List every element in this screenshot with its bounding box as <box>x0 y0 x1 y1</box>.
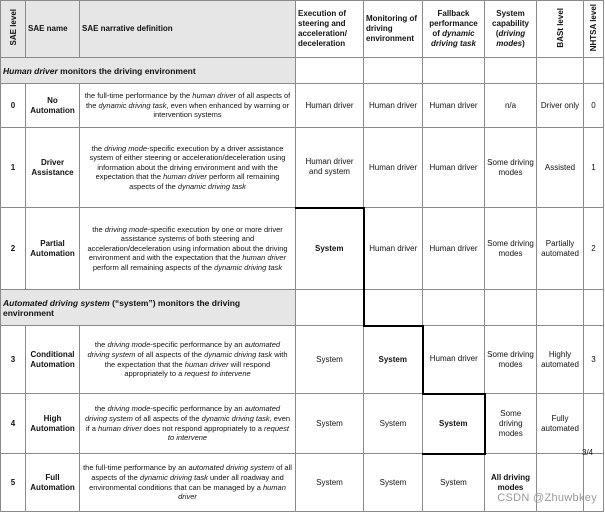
row-monitoring: Human driver <box>364 208 423 290</box>
row-monitoring: System <box>364 326 423 394</box>
header-system-capability: System capability (driving modes) <box>485 1 537 58</box>
row-bast: Assisted <box>537 128 584 208</box>
definition-segment: automated driving system <box>87 340 281 359</box>
definition-segment: dynamic driving task <box>204 349 273 359</box>
header-monitoring: Monitoring of driving environment <box>364 1 423 58</box>
header-bast-level: BASt level <box>537 1 584 58</box>
row-monitoring: Human driver <box>364 84 423 128</box>
definition-segment: , even when enhanced by warning or intervention systems <box>153 100 290 120</box>
row-bast: Fully automated <box>537 394 584 454</box>
row-monitoring: System <box>364 394 423 454</box>
definition-segment: driving mode <box>104 224 148 234</box>
section-human-monitors: Human driver monitors the driving environment <box>1 58 296 84</box>
row-definition <box>80 394 296 454</box>
row-execution: System <box>296 326 364 394</box>
definition-segment: will respond appropriately to a <box>124 359 271 379</box>
table-row <box>1 394 604 454</box>
definition-segment: dynamic driving task <box>139 472 208 482</box>
header-sae-level: SAE level <box>1 1 26 58</box>
header-execution: Execution of steering and acceleration/ deceleration <box>296 1 364 58</box>
definition-segment: human driver <box>242 253 287 263</box>
definition-segment: -specific performance by an <box>150 404 245 414</box>
definition-segment: dynamic driving task <box>98 100 167 110</box>
definition-segment: under all roadway and environmental conditions that can be managed by a <box>89 472 284 492</box>
definition-segment: of all aspects of the <box>132 413 202 423</box>
row-execution: System <box>296 208 364 290</box>
row-fallback: Human driver <box>423 208 485 290</box>
row-nhtsa: 2 <box>584 208 604 290</box>
definition-segment: , even if a <box>85 413 291 433</box>
definition-segment: human driver <box>192 91 237 101</box>
definition-segment: -specific performance by an <box>150 340 245 350</box>
row-nhtsa: 1 <box>584 128 604 208</box>
row-level: 5 <box>1 454 26 512</box>
definition-segment: with the expectation that the <box>104 349 288 369</box>
watermark: CSDN @Zhuwbkey <box>497 492 597 504</box>
row-nhtsa: 0 <box>584 84 604 128</box>
definition-segment: of all aspects of the <box>135 349 205 359</box>
row-name: Conditional Automation <box>26 326 80 394</box>
row-capability: Some driving modes <box>485 208 537 290</box>
definition-segment: the full-time performance by an <box>83 463 189 473</box>
definition-segment: automated driving system <box>188 463 274 473</box>
section-row <box>1 58 604 84</box>
nhtsa-level-3-4: 3/4 <box>582 448 594 457</box>
definition-segment: request to intervene <box>167 423 290 443</box>
row-bast: Highly automated <box>537 326 584 394</box>
table-row <box>1 84 604 128</box>
row-bast: Partially automated <box>537 208 584 290</box>
row-name: Partial Automation <box>26 208 80 290</box>
header-fallback: Fallback performance of dynamic driving task <box>423 1 485 58</box>
section-row <box>1 290 604 326</box>
row-level: 4 <box>1 394 26 454</box>
definition-segment: driving mode <box>104 143 148 153</box>
definition-segment: dynamic driving task <box>177 181 246 191</box>
definition-segment: the full-time performance by the <box>84 91 193 101</box>
row-level: 3 <box>1 326 26 394</box>
row-definition <box>80 208 296 290</box>
row-name: Full Automation <box>26 454 80 512</box>
definition-segment: human driver <box>184 359 229 369</box>
row-definition <box>80 84 296 128</box>
definition-segment: perform all remaining aspects of the <box>129 172 280 191</box>
definition-segment: the <box>91 143 105 153</box>
header-narrative-definition: SAE narrative definition <box>80 1 296 58</box>
row-capability: Some driving modes <box>485 128 537 208</box>
row-execution: Human driver <box>296 84 364 128</box>
row-fallback: Human driver <box>423 326 485 394</box>
row-execution: System <box>296 394 364 454</box>
row-nhtsa: 3 <box>584 326 604 394</box>
row-name: Driver Assistance <box>26 128 80 208</box>
definition-segment: does not respond appropriately to a <box>141 423 264 433</box>
definition-segment: the <box>92 224 105 234</box>
definition-segment: the <box>94 404 108 414</box>
definition-segment: of all aspects of the <box>91 463 292 482</box>
row-bast: Driver only <box>537 84 584 128</box>
row-name: High Automation <box>26 394 80 454</box>
definition-segment: the <box>94 340 108 350</box>
definition-segment: automated driving system <box>84 404 281 423</box>
definition-segment: human driver <box>98 423 142 433</box>
row-fallback: System <box>423 454 485 512</box>
row-execution: System <box>296 454 364 512</box>
row-definition <box>80 128 296 208</box>
definition-segment: -specific execution by a driver assistance system of either steering or acceleration/deceleration using information about the driving environment and with the expectation that the <box>89 143 286 182</box>
definition-segment: human driver <box>178 482 286 502</box>
header-sae-name: SAE name <box>26 1 80 58</box>
row-execution: Human driver and system <box>296 128 364 208</box>
definition-segment: driving mode <box>107 340 151 350</box>
row-level: 1 <box>1 128 26 208</box>
definition-segment: perform all remaining aspects of the <box>92 262 215 272</box>
row-definition <box>80 326 296 394</box>
definition-segment: dynamic driving task <box>201 413 270 423</box>
row-fallback: Human driver <box>423 128 485 208</box>
section-system-monitors: Automated driving system (“system”) monitors the driving environment <box>1 290 296 326</box>
row-definition <box>80 454 296 512</box>
row-fallback: System <box>423 394 485 454</box>
row-capability: n/a <box>485 84 537 128</box>
header-nhtsa-level: NHTSA level <box>584 1 604 58</box>
header-row <box>1 1 604 58</box>
row-nhtsa <box>584 394 604 454</box>
definition-segment: of all aspects of the <box>85 91 291 110</box>
table-row <box>1 208 604 290</box>
definition-segment: request to intervene <box>184 369 251 379</box>
row-name: No Automation <box>26 84 80 128</box>
table-row <box>1 326 604 394</box>
row-fallback: Human driver <box>423 84 485 128</box>
row-monitoring: Human driver <box>364 128 423 208</box>
row-capability: Some driving modes <box>485 326 537 394</box>
row-capability: All driving modes <box>485 454 537 512</box>
row-capability: Some driving modes <box>485 394 537 454</box>
row-level: 2 <box>1 208 26 290</box>
definition-segment: human driver <box>163 172 207 182</box>
row-level: 0 <box>1 84 26 128</box>
table-row <box>1 128 604 208</box>
definition-segment: driving mode <box>107 404 151 414</box>
definition-segment: dynamic driving task <box>214 262 283 272</box>
definition-segment: -specific execution by one or more driver assistance systems of both steering and acceleration/deceleration using information about the driving environment and with the expectation that the <box>87 224 288 263</box>
row-monitoring: System <box>364 454 423 512</box>
